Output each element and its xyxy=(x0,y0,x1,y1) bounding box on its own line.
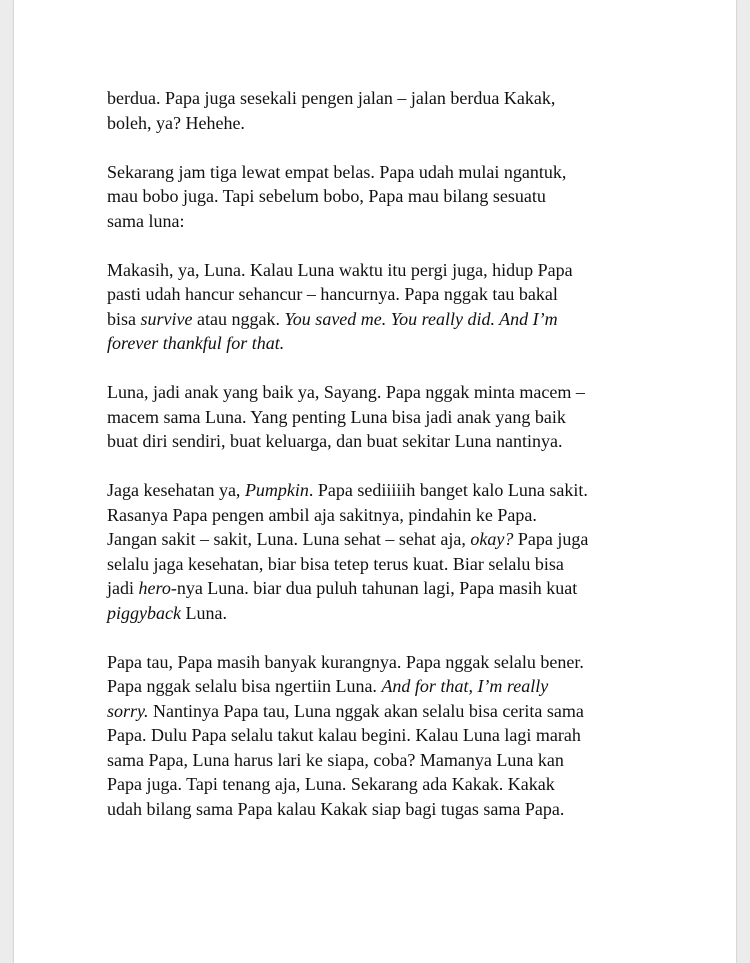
paragraph-spacing xyxy=(107,135,667,160)
paragraph xyxy=(107,380,667,454)
paragraph xyxy=(107,86,667,135)
italic-text-run: forever thankful for that. xyxy=(107,333,285,353)
text-line xyxy=(107,797,667,822)
text-run: sama luna: xyxy=(107,210,185,231)
italic-text-run: You saved me. You really did. And I’m xyxy=(284,308,558,329)
text-run: Rasanya Papa pengen ambil aja sakitnya, pindahin ke Papa. xyxy=(107,504,537,525)
text-line xyxy=(107,258,667,283)
text-line xyxy=(107,576,667,601)
text-line xyxy=(107,650,667,675)
text-run: atau nggak. xyxy=(192,308,285,329)
text-run: Nantinya Papa tau, Luna nggak akan selalu bisa cerita sama xyxy=(148,700,584,721)
text-line xyxy=(107,552,667,577)
text-line xyxy=(107,184,667,209)
paragraph xyxy=(107,258,667,356)
text-run: pasti udah hancur sehancur – hancurnya. Papa nggak tau bakal xyxy=(107,284,558,304)
italic-text-run: hero xyxy=(138,578,171,598)
paragraph xyxy=(107,160,667,234)
text-line xyxy=(107,527,667,552)
text-line xyxy=(107,111,667,136)
text-run: Papa nggak selalu bisa ngertiin Luna. xyxy=(107,676,382,696)
text-run: berdua. Papa juga sesekali pengen jalan – jalan berdua Kakak, xyxy=(107,88,556,108)
text-run: boleh, ya? Hehehe. xyxy=(107,112,245,133)
text-line xyxy=(107,209,667,234)
text-run: Luna. xyxy=(180,602,227,623)
text-line xyxy=(107,478,667,503)
text-line xyxy=(107,674,667,699)
text-line xyxy=(107,723,667,748)
italic-text-run: Pumpkin xyxy=(244,480,309,500)
text-line xyxy=(107,748,667,773)
paragraph-spacing xyxy=(107,233,667,258)
text-run: Papa juga xyxy=(513,529,589,549)
text-line xyxy=(107,429,667,454)
text-run: Luna, jadi anak yang baik ya, Sayang. Papa nggak minta macem – xyxy=(107,382,585,402)
text-run: bisa xyxy=(107,308,141,329)
text-line xyxy=(107,380,667,405)
text-run: udah bilang sama Papa kalau Kakak siap bagi tugas sama Papa. xyxy=(107,798,565,819)
text-run: Jangan sakit – sakit, Luna. Luna sehat – sehat aja, xyxy=(107,529,471,549)
paragraph xyxy=(107,478,667,625)
text-line xyxy=(107,282,667,307)
text-line xyxy=(107,503,667,528)
text-run: jadi xyxy=(107,578,139,598)
text-run: mau bobo juga. Tapi sebelum bobo, Papa mau bilang sesuatu xyxy=(107,186,546,206)
paragraph xyxy=(107,650,667,822)
text-run: macem sama Luna. Yang penting Luna bisa jadi anak yang baik xyxy=(107,406,566,427)
text-line xyxy=(107,601,667,626)
text-run: Papa tau, Papa masih banyak kurangnya. Papa nggak selalu bener. xyxy=(107,651,584,672)
text-run: selalu jaga kesehatan, biar bisa tetep terus kuat. Biar selalu bisa xyxy=(107,553,564,574)
paragraph-spacing xyxy=(107,454,667,479)
text-line xyxy=(107,307,667,332)
document-page xyxy=(14,0,736,963)
paragraph-spacing xyxy=(107,625,667,650)
paragraph-spacing xyxy=(107,356,667,381)
italic-text-run: And for that, I’m really xyxy=(381,676,549,696)
italic-text-run: piggyback xyxy=(107,602,181,623)
text-run: Sekarang jam tiga lewat empat belas. Papa udah mulai ngantuk, xyxy=(107,161,567,182)
text-run: Makasih, ya, Luna. Kalau Luna waktu itu pergi juga, hidup Papa xyxy=(107,259,573,280)
text-line xyxy=(107,772,667,797)
italic-text-run: survive xyxy=(140,308,193,329)
text-line xyxy=(107,405,667,430)
text-run: . Papa sediiiiih banget kalo Luna sakit. xyxy=(308,480,588,500)
text-line xyxy=(107,699,667,724)
text-line xyxy=(107,86,667,111)
italic-text-run: okay? xyxy=(470,529,514,549)
text-line xyxy=(107,160,667,185)
text-run: buat diri sendiri, buat keluarga, dan buat sekitar Luna nantinya. xyxy=(107,431,563,451)
text-run: -nya Luna. biar dua puluh tahunan lagi, Papa masih kuat xyxy=(170,578,578,598)
italic-text-run: sorry. xyxy=(107,700,149,721)
text-run: sama Papa, Luna harus lari ke siapa, coba? Mamanya Luna kan xyxy=(107,749,564,770)
text-run: Jaga kesehatan ya, xyxy=(107,480,245,500)
text-line xyxy=(107,331,667,356)
text-run: Papa. Dulu Papa selalu takut kalau begini. Kalau Luna lagi marah xyxy=(107,725,581,745)
text-run: Papa juga. Tapi tenang aja, Luna. Sekarang ada Kakak. Kakak xyxy=(107,774,555,794)
document-body xyxy=(107,86,667,821)
